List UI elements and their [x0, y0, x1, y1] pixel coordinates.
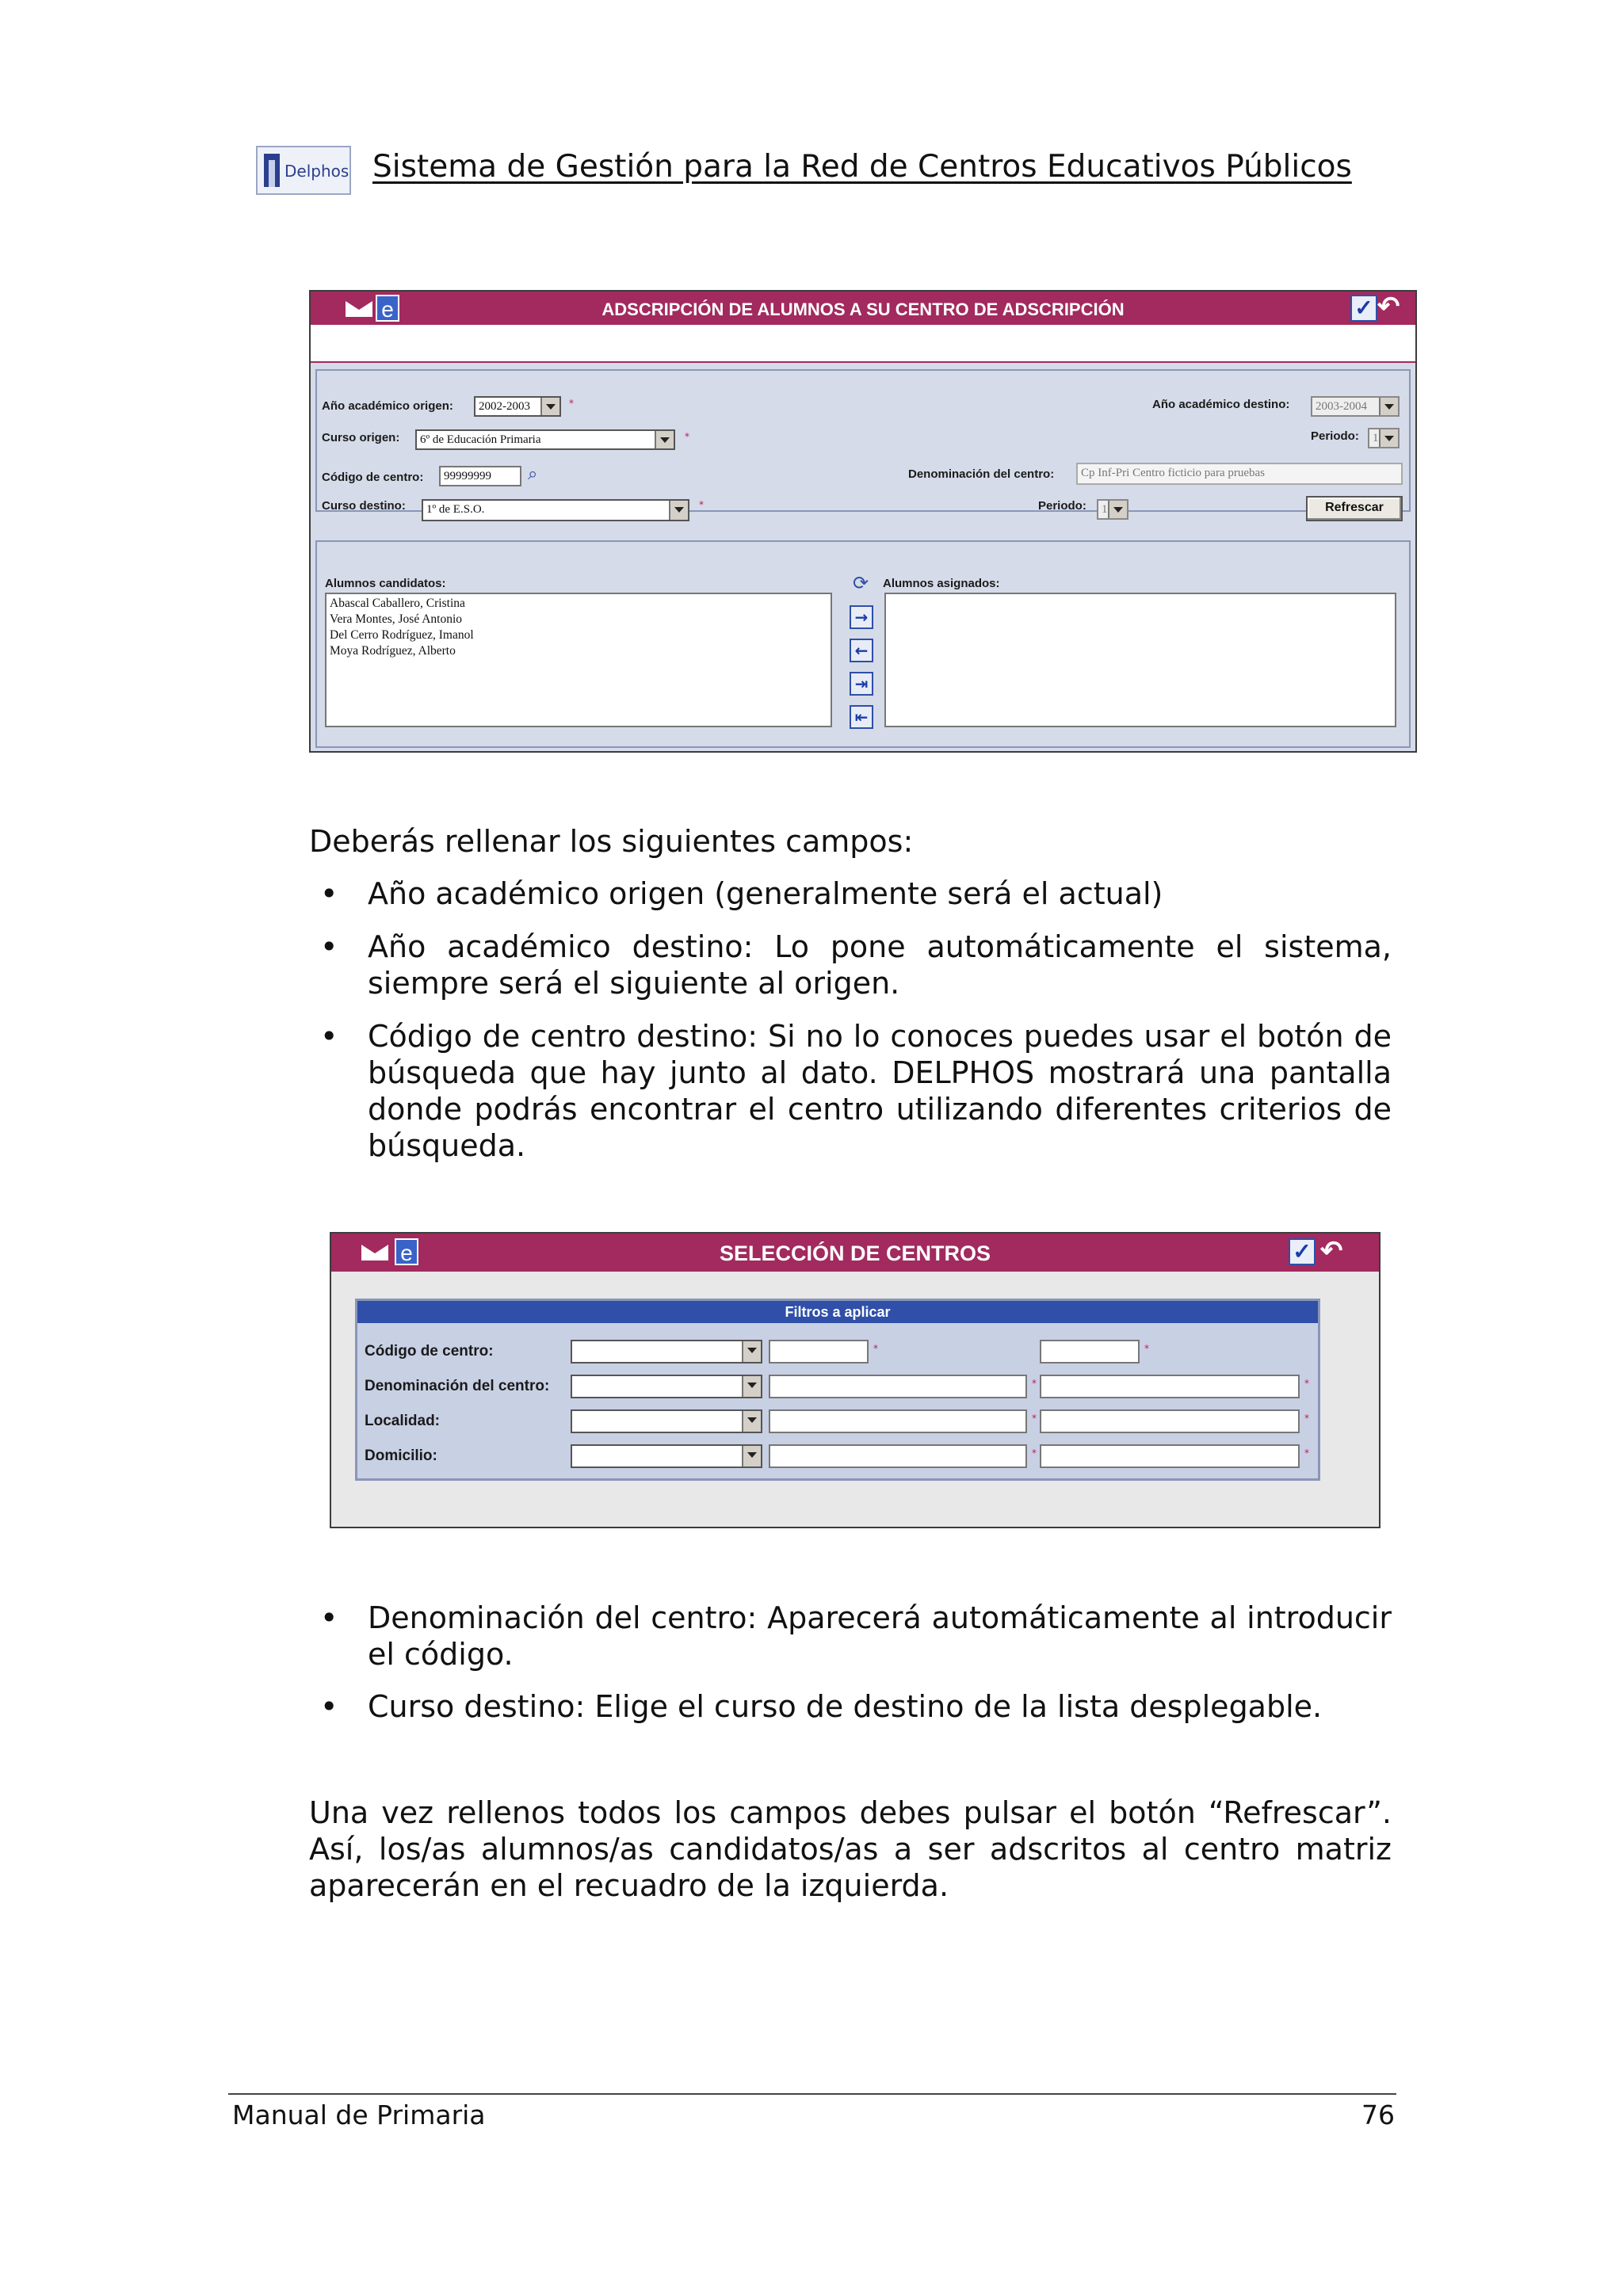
bullet-marker: •: [320, 1019, 338, 1054]
e-icon[interactable]: e: [376, 295, 399, 322]
curso-origen-label: Curso origen:: [322, 431, 400, 444]
required-mark: *: [685, 431, 689, 442]
check-icon[interactable]: ✓: [1350, 295, 1377, 322]
required-mark: *: [1304, 1413, 1309, 1424]
filter-label-localidad: Localidad:: [365, 1413, 441, 1429]
undo-icon[interactable]: ↶: [1377, 292, 1400, 322]
e-icon[interactable]: e: [395, 1238, 418, 1265]
domicilio-operator-select[interactable]: [571, 1444, 762, 1468]
localidad-value2-input[interactable]: [1040, 1409, 1300, 1433]
required-mark: *: [1304, 1378, 1309, 1389]
bullet-item: Denominación del centro: Aparecerá automáticamente al introducir el código.: [368, 1600, 1392, 1672]
filter-label-denominacion: Denominación del centro:: [365, 1378, 550, 1394]
periodo-value: 1: [1373, 432, 1379, 444]
adscripcion-window: [309, 290, 1417, 753]
bullet-marker: •: [320, 929, 338, 964]
chevron-down-icon[interactable]: [742, 1341, 761, 1362]
bullet-item: Año académico origen (generalmente será el actual): [368, 876, 1163, 911]
chevron-down-icon[interactable]: [742, 1411, 761, 1432]
anio-origen-value: 2002-2003: [479, 400, 530, 413]
bullet-item: Año académico destino: Lo pone automáticamente el sistema, siempre será el siguiente al origen.: [368, 929, 1392, 1001]
codigo-centro-label: Código de centro:: [322, 471, 424, 484]
localidad-operator-select[interactable]: [571, 1409, 762, 1433]
periodo-destino-label: Periodo:: [1038, 499, 1086, 513]
delphos-logo: [256, 146, 351, 195]
logo-text: Delphos: [285, 162, 349, 181]
codigo-value-input[interactable]: [769, 1340, 869, 1363]
curso-destino-label: Curso destino:: [322, 499, 406, 513]
list-item[interactable]: Del Cerro Rodríguez, Imanol: [330, 628, 474, 642]
window-titlebar: [331, 1234, 1379, 1272]
candidatos-label: Alumnos candidatos:: [325, 577, 446, 590]
asignados-listbox[interactable]: [884, 593, 1396, 727]
anio-origen-label: Año académico origen:: [322, 399, 453, 413]
move-right-icon[interactable]: →: [850, 605, 873, 629]
curso-origen-select[interactable]: [415, 429, 675, 450]
filter-label-codigo: Código de centro:: [365, 1343, 494, 1360]
anio-destino-value: 2003-2004: [1316, 400, 1367, 413]
codigo-value2-input[interactable]: [1040, 1340, 1140, 1363]
refrescar-button[interactable]: Refrescar: [1306, 496, 1403, 521]
codigo-centro-input[interactable]: 99999999: [439, 466, 521, 486]
periodo-destino-select: [1097, 499, 1128, 520]
move-all-left-icon[interactable]: ⇤: [850, 705, 873, 729]
periodo-destino-value: 1: [1102, 503, 1108, 516]
window-titlebar: [311, 292, 1415, 325]
chevron-down-icon: [1108, 501, 1127, 518]
chevron-down-icon[interactable]: [540, 398, 559, 415]
anio-destino-label: Año académico destino:: [1152, 398, 1290, 411]
chevron-down-icon: [1379, 429, 1398, 447]
page-number: 76: [1361, 2100, 1395, 2130]
chevron-down-icon[interactable]: [742, 1446, 761, 1466]
list-item[interactable]: Vera Montes, José Antonio: [330, 612, 463, 626]
denominacion-input: Cp Inf-Pri Centro ficticio para pruebas: [1076, 463, 1403, 485]
bullet-marker: •: [320, 1600, 338, 1635]
chevron-down-icon[interactable]: [742, 1376, 761, 1397]
bullet-item: Código de centro destino: Si no lo conoces puedes usar el botón de búsqueda que hay junto al dato. DELPHOS mostrará una pantalla donde podrás encontrar el centro utilizando diferentes criterios de búsqueda.: [368, 1019, 1392, 1163]
required-mark: *: [1032, 1447, 1037, 1459]
denominacion-label: Denominación del centro:: [908, 467, 1055, 481]
filter-label-domicilio: Domicilio:: [365, 1447, 437, 1464]
chevron-down-icon[interactable]: [669, 501, 688, 520]
codigo-operator-select[interactable]: [571, 1340, 762, 1363]
filters-title: Filtros a aplicar: [357, 1301, 1318, 1323]
message-strip: [311, 325, 1415, 363]
bullet-item: Curso destino: Elige el curso de destino de la lista desplegable.: [368, 1689, 1323, 1724]
periodo-select: [1368, 428, 1400, 448]
chevron-down-icon[interactable]: [655, 431, 674, 448]
closing-paragraph: Una vez rellenos todos los campos debes pulsar el botón “Refrescar”. Así, los/as alumnos/as candidatos/as a ser adscritos al centro matriz aparecerán en el recuadro de la izquierda.: [309, 1795, 1392, 1903]
footer-divider: [228, 2093, 1396, 2095]
window-title: ADSCRIPCIÓN DE ALUMNOS A SU CENTRO DE ADSCRIPCIÓN: [601, 299, 1125, 319]
move-left-icon[interactable]: ←: [850, 639, 873, 662]
denominacion-value-input[interactable]: [769, 1375, 1027, 1398]
move-all-right-icon[interactable]: ⇥: [850, 672, 873, 696]
required-mark: *: [1032, 1413, 1037, 1424]
curso-destino-select[interactable]: [422, 499, 689, 521]
bullet-marker: •: [320, 876, 338, 911]
asignados-label: Alumnos asignados:: [883, 577, 1000, 590]
required-mark: *: [1144, 1343, 1149, 1354]
window-title: SELECCIÓN DE CENTROS: [719, 1241, 991, 1265]
page-header-title: Sistema de Gestión para la Red de Centros Educativos Públicos: [372, 149, 1352, 185]
curso-destino-value: 1º de E.S.O.: [426, 503, 485, 516]
list-item[interactable]: Abascal Caballero, Cristina: [330, 597, 465, 610]
required-mark: *: [699, 499, 704, 510]
curso-origen-value: 6º de Educación Primaria: [420, 433, 541, 446]
undo-icon[interactable]: ↶: [1320, 1236, 1343, 1266]
candidatos-listbox[interactable]: [325, 593, 832, 727]
denominacion-operator-select[interactable]: [571, 1375, 762, 1398]
required-mark: *: [569, 398, 574, 409]
check-icon[interactable]: ✓: [1289, 1238, 1316, 1265]
periodo-label: Periodo:: [1311, 429, 1359, 443]
footer-title: Manual de Primaria: [232, 2100, 486, 2130]
required-mark: *: [873, 1343, 878, 1354]
required-mark: *: [1032, 1378, 1037, 1389]
delphos-logo-icon: [264, 154, 280, 187]
refresh-icon[interactable]: ⟳: [852, 572, 869, 594]
denominacion-value2-input[interactable]: [1040, 1375, 1300, 1398]
binoculars-search-icon[interactable]: ⌕: [528, 464, 538, 484]
intro-paragraph: Deberás rellenar los siguientes campos:: [309, 824, 914, 859]
domicilio-value2-input[interactable]: [1040, 1444, 1300, 1468]
bullet-marker: •: [320, 1689, 338, 1724]
chevron-down-icon: [1379, 398, 1398, 415]
required-mark: *: [1304, 1447, 1309, 1459]
localidad-value-input[interactable]: [769, 1409, 1027, 1433]
anio-destino-select: [1311, 396, 1400, 417]
list-item[interactable]: Moya Rodríguez, Alberto: [330, 644, 456, 658]
anio-origen-select[interactable]: [474, 396, 561, 417]
seleccion-centros-window: [330, 1232, 1381, 1528]
domicilio-value-input[interactable]: [769, 1444, 1027, 1468]
